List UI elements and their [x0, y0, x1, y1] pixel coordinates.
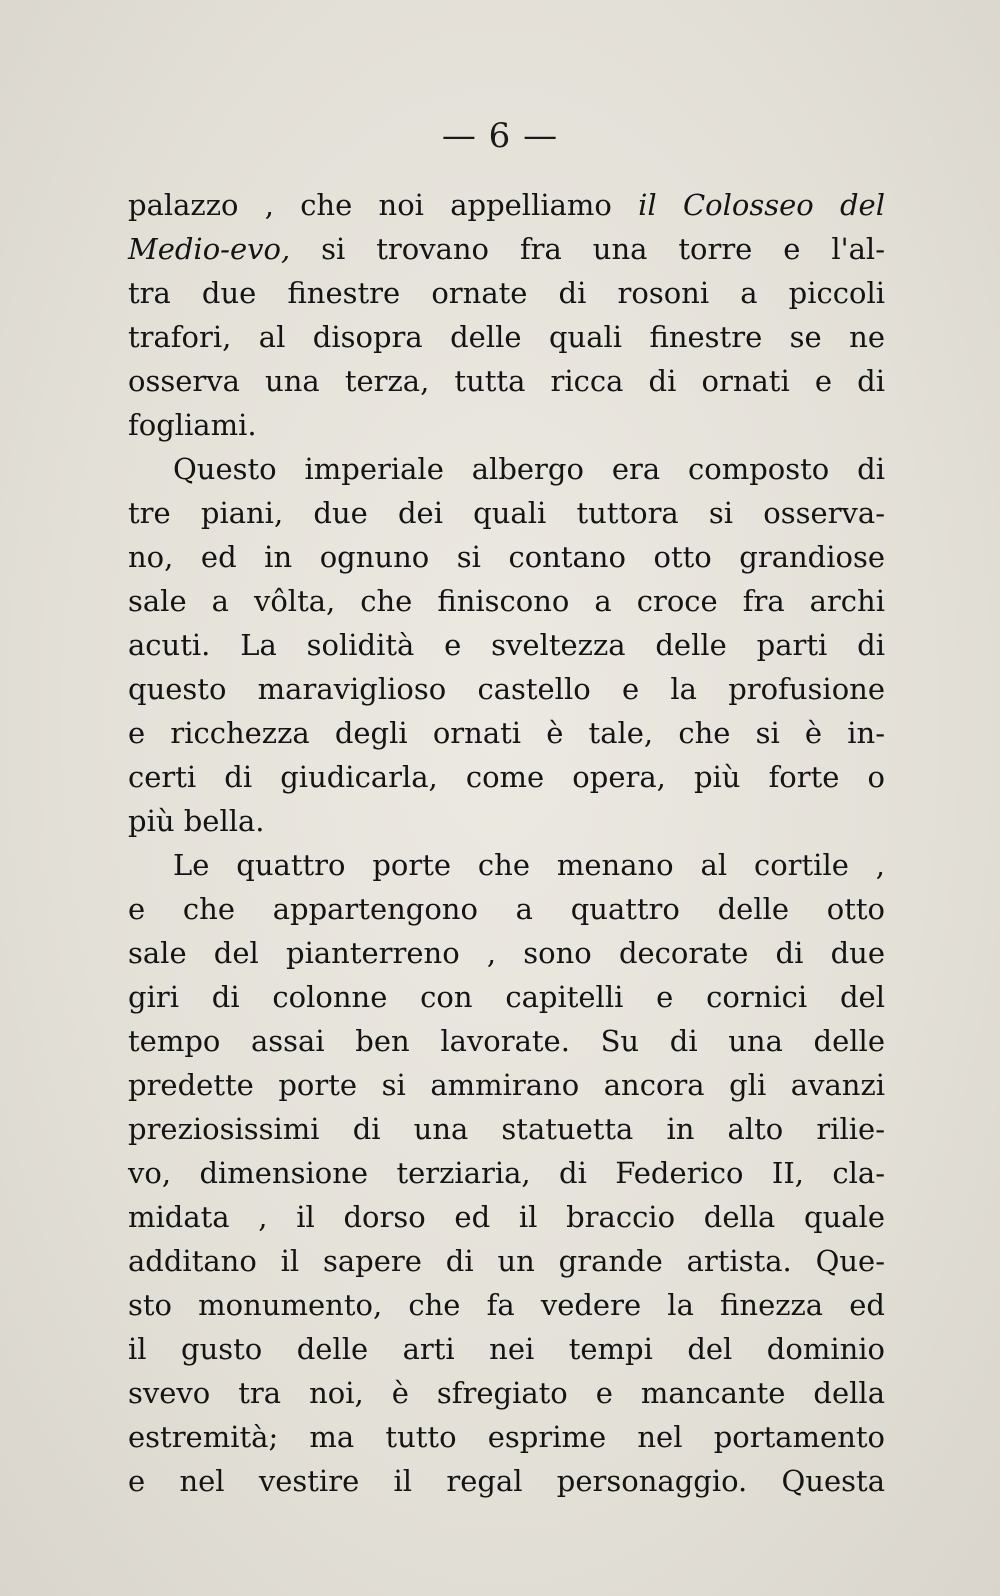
page-number: — 6 — — [441, 116, 559, 156]
text-line: Questo imperiale albergo era composto di — [173, 452, 885, 486]
text-line: preziosissimi di una statuetta in alto rilie- — [128, 1112, 885, 1146]
text-line: sale del pianterreno , sono decorate di due — [128, 936, 885, 970]
text-line: sale a vôlta, che finiscono a croce fra archi — [128, 584, 885, 618]
text-line: certi di giudicarla, come opera, più forte o — [128, 760, 885, 794]
text-line: estremità; ma tutto esprime nel portamento — [128, 1420, 885, 1454]
text-line: sto monumento, che fa vedere la finezza ed — [128, 1288, 885, 1322]
text-line: tre piani, due dei quali tuttora si osserva- — [128, 496, 885, 530]
text-line: trafori, al disopra delle quali finestre se ne — [128, 320, 885, 354]
body-text — [128, 183, 885, 1503]
text-line: vo, dimensione terziaria, di Federico II, cla- — [128, 1156, 885, 1190]
text-line: osserva una terza, tutta ricca di ornati e di — [128, 364, 885, 398]
text-line: Medio-evo, si trovano fra una torre e l'al- — [128, 232, 885, 266]
text-line: e nel vestire il regal personaggio. Questa — [128, 1464, 885, 1498]
italic-title: il Colosseo del — [638, 188, 885, 222]
text-line: palazzo , che noi appelliamo il Colosseo del — [128, 188, 885, 222]
text-line: il gusto delle arti nei tempi del dominio — [128, 1332, 885, 1366]
text-line: no, ed in ognuno si contano otto grandiose — [128, 540, 885, 574]
text-line: acuti. La solidità e sveltezza delle parti di — [128, 628, 885, 662]
text-line: midata , il dorso ed il braccio della quale — [128, 1200, 885, 1234]
text-line: fogliami. — [128, 408, 257, 442]
text-line: questo maraviglioso castello e la profusione — [128, 672, 885, 706]
text-line: più bella. — [128, 804, 265, 838]
text-line: e che appartengono a quattro delle otto — [128, 892, 885, 926]
italic-title: Medio-evo, — [128, 232, 291, 266]
text-line: Le quattro porte che menano al cortile , — [173, 848, 885, 882]
text-line: tra due finestre ornate di rosoni a piccoli — [128, 276, 885, 310]
text-line: tempo assai ben lavorate. Su di una delle — [128, 1024, 885, 1058]
text-line: predette porte si ammirano ancora gli avanzi — [128, 1068, 885, 1102]
text-line: e ricchezza degli ornati è tale, che si è in- — [128, 716, 885, 750]
text-line: giri di colonne con capitelli e cornici del — [128, 980, 885, 1014]
text-line: svevo tra noi, è sfregiato e mancante della — [128, 1376, 885, 1410]
text-line: additano il sapere di un grande artista. Que- — [128, 1244, 885, 1278]
